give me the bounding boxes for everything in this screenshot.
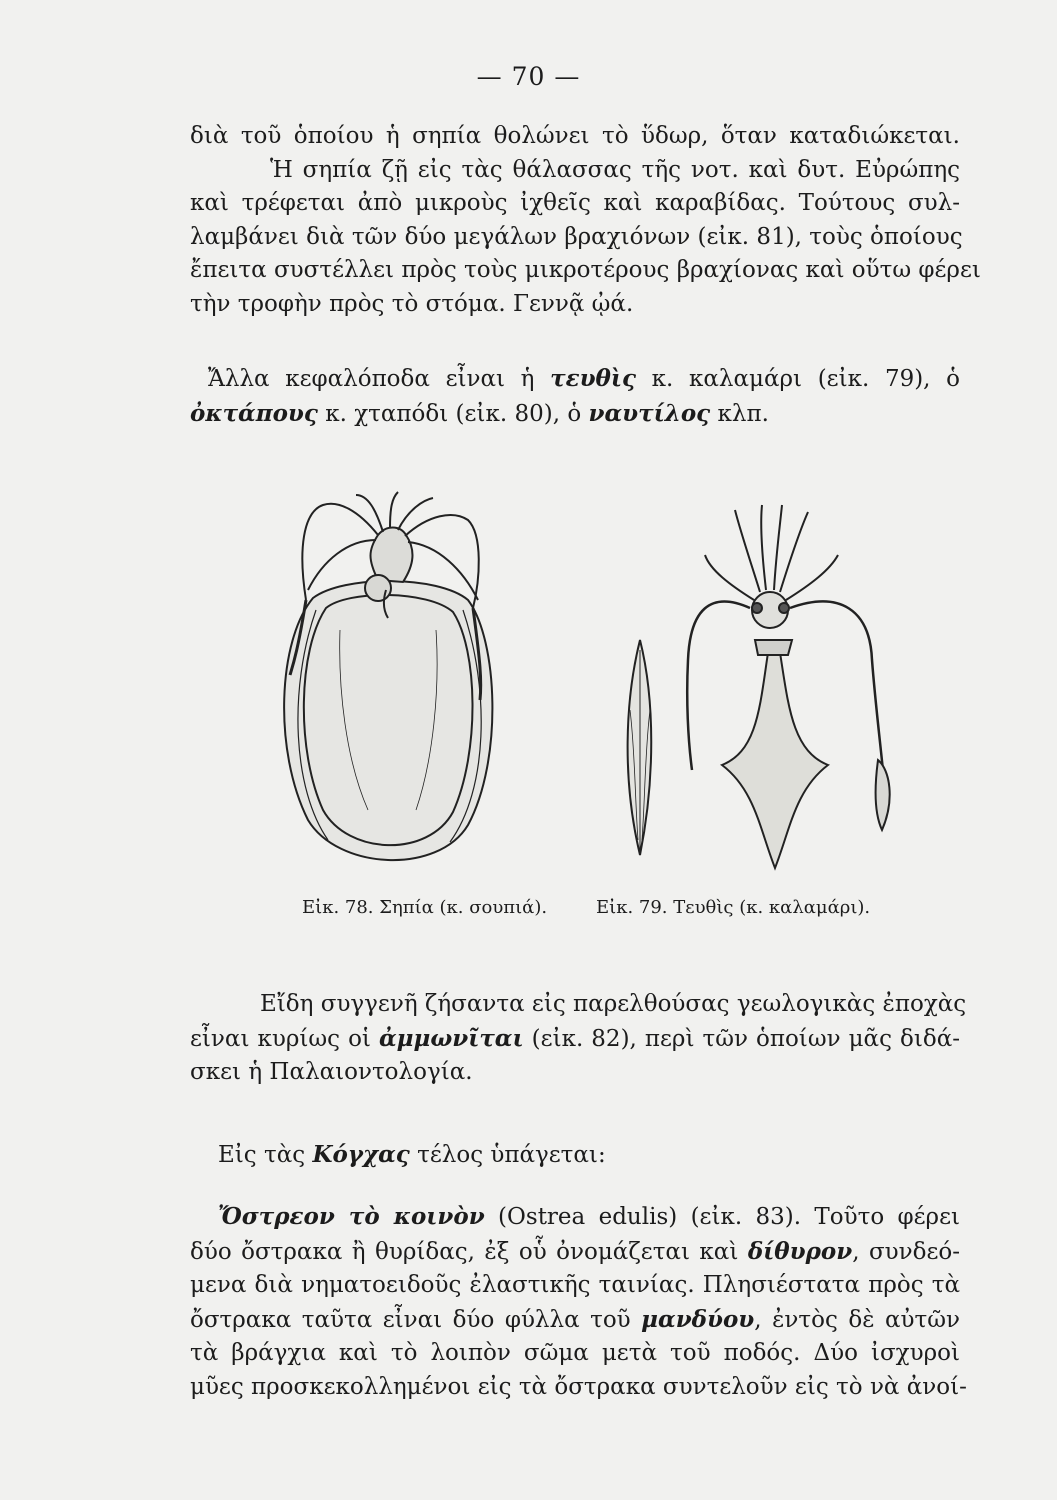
figure-79-caption: Εἰκ. 79. Τευθὶς (κ. καλαμάρι). [596, 897, 871, 918]
cuttlefish-illustration [268, 490, 508, 885]
text-line: δύο ὄστρακα ἢ θυρίδας, ἐξ οὗ ὀνομάζεται καὶ δίθυρον, συνδεό- [190, 1237, 960, 1265]
paragraph-oyster [190, 1200, 967, 1404]
text-line: λαμβάνει διὰ τῶν δύο μεγάλων βραχιόνων (εἰκ. 81), τοὺς ὁποίους [190, 223, 963, 250]
text-line: Εἴδη συγγενῆ ζήσαντα εἰς παρελθούσας γεωλογικὰς ἐποχὰς [260, 991, 967, 1017]
text-line: ὀκτάπους κ. χταπόδι (εἰκ. 80), ὁ ναυτίλος κλπ. [190, 399, 769, 427]
text-line: σκει ἡ Παλαιοντολογία. [190, 1059, 473, 1085]
text-line: τὰ βράγχια καὶ τὸ λοιπὸν σῶμα μετὰ τοῦ ποδός. Δύο ἰσχυροὶ [190, 1340, 960, 1366]
text-line: μενα διὰ νηματοειδοῦς ἐλαστικῆς ταινίας. Πλησιέστατα πρὸς τὰ [190, 1272, 960, 1298]
term-shells: Κόγχας [312, 1141, 410, 1168]
term-common-oyster: Ὄστρεον τὸ κοινὸν [218, 1203, 485, 1230]
term-ammonites: ἀμμωνῖται [378, 1024, 524, 1052]
text-line: Ἡ σηπία ζῇ εἰς τὰς θάλασσας τῆς νοτ. καὶ δυτ. Εὐρώπης [270, 156, 960, 183]
term-bivalve: δίθυρον [747, 1237, 853, 1265]
paragraph-cuttlefish [190, 120, 981, 321]
text-line: διὰ τοῦ ὁποίου ἡ σηπία θολώνει τὸ ὕδωρ, ὅταν καταδιώκεται. [190, 123, 960, 149]
text-line: μῦες προσκεκολλημένοι εἰς τὰ ὄστρακα συντελοῦν εἰς τὸ νὰ ἀνοί- [190, 1373, 967, 1400]
text-line: ὄστρακα ταῦτα εἶναι δύο φύλλα τοῦ μανδύου, ἐντὸς δὲ αὐτῶν [190, 1305, 961, 1333]
paragraph-other-cephalopods [190, 362, 960, 431]
text-line: τὴν τροφὴν πρὸς τὸ στόμα. Γεννᾷ ᾠά. [190, 290, 634, 317]
text-line: ἔπειτα συστέλλει πρὸς τοὺς μικροτέρους βραχίονας καὶ οὕτω φέρει [190, 257, 981, 283]
paragraph-ammonites [190, 988, 967, 1090]
term-squid: τευθὶς [550, 365, 637, 392]
term-octopus: ὀκτάπους [190, 399, 318, 427]
text-line: Ἄλλα κεφαλόποδα εἶναι ἡ τευθὶς κ. καλαμάρι (εἰκ. 79), ὁ [208, 365, 960, 392]
term-mantle: μανδύου [641, 1305, 755, 1333]
page-number: — 70 — [476, 62, 581, 91]
text-line: Ὄστρεον τὸ κοινὸν (Ostrea edulis) (εἰκ. 83). Τοῦτο φέρει [218, 1203, 961, 1230]
paragraph-shells-intro [190, 1138, 960, 1173]
text-line: καὶ τρέφεται ἀπὸ μικροὺς ἰχθεῖς καὶ καραβίδας. Τούτους συλ- [190, 190, 960, 216]
squid-illustration [610, 500, 930, 875]
figure-78-caption: Εἰκ. 78. Σηπία (κ. σουπιά). [302, 897, 548, 918]
text-line: εἶναι κυρίως οἱ ἀμμωνῖται (εἰκ. 82), περὶ τῶν ὁποίων μᾶς διδά- [190, 1024, 960, 1052]
term-nautilus: ναυτίλος [588, 399, 711, 427]
text-line: Εἰς τὰς Κόγχας τέλος ὑπάγεται: [218, 1141, 606, 1168]
